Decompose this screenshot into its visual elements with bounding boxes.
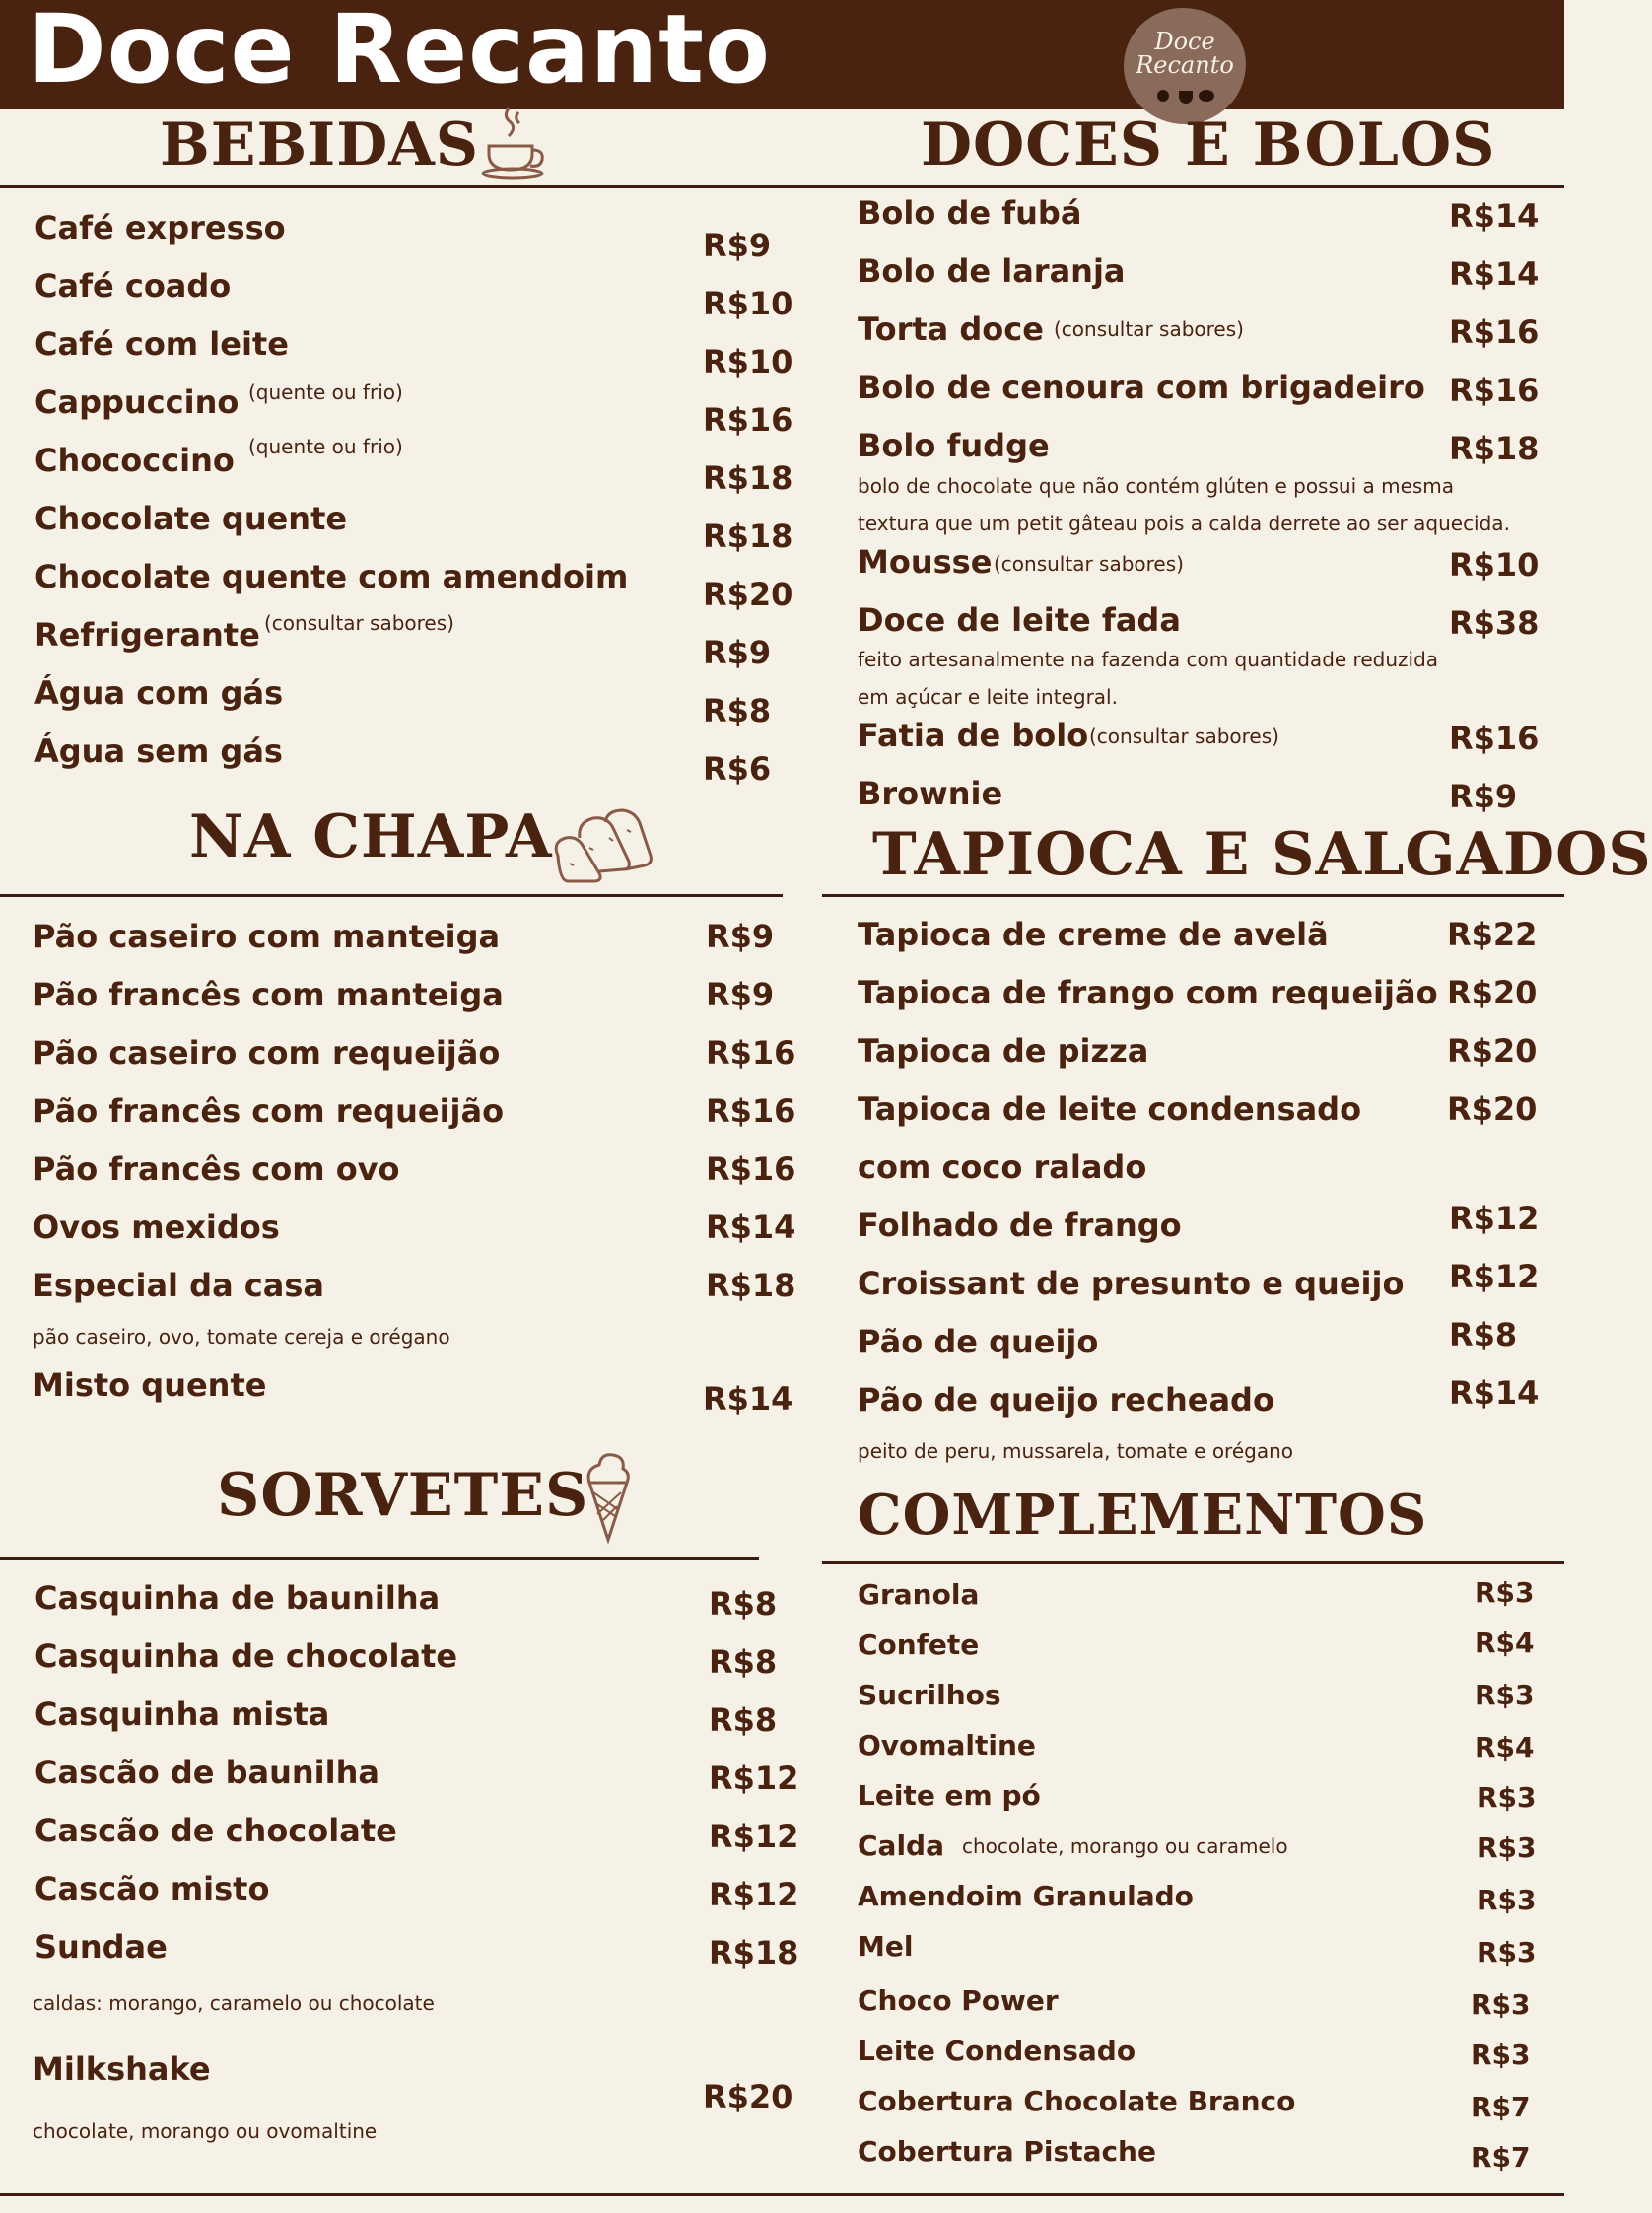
menu-item-price: R$9 (706, 918, 775, 955)
menu-item-note: (consultar sabores) (264, 611, 454, 635)
menu-item-name: Pão de queijo (858, 1323, 1099, 1360)
coffee-cup-icon (481, 103, 550, 181)
complement-name: Cobertura Pistache (858, 2135, 1156, 2168)
tapioca-rule (822, 894, 1564, 897)
menu-item-description: pão caseiro, ovo, tomate cereja e orégano (33, 1325, 450, 1349)
menu-item-price: R$14 (706, 1209, 796, 1246)
menu-item-name: Tapioca de creme de avelã (858, 916, 1329, 953)
menu-item-price: R$6 (703, 750, 772, 788)
complement-price: R$3 (1477, 1936, 1537, 1969)
menu-item-name: Pão caseiro com requeijão (33, 1034, 501, 1072)
menu-item-name: Água sem gás (34, 732, 283, 770)
menu-item-price: R$18 (1449, 430, 1540, 467)
menu-item-price: R$18 (709, 1934, 799, 1971)
menu-item-name: Água com gás (34, 674, 284, 712)
bebidas-title: BEBIDAS (160, 110, 480, 179)
menu-item-price: R$12 (709, 1818, 799, 1855)
complement-name: Granola (858, 1578, 980, 1611)
menu-item-price: R$20 (1447, 1032, 1538, 1070)
menu-item-price: R$16 (703, 401, 793, 439)
menu-item-price: R$16 (1449, 372, 1540, 409)
menu-item-name: Casquinha de chocolate (34, 1637, 458, 1675)
menu-item-description: peito de peru, mussarela, tomate e orégano (858, 1439, 1294, 1463)
complement-price: R$7 (1471, 2091, 1531, 2123)
logo-line-2: Recanto (1136, 51, 1234, 79)
menu-item-name: Especial da casa (33, 1267, 324, 1304)
menu-item-price: R$14 (1449, 255, 1540, 293)
menu-item-name: Doce de leite fada (858, 601, 1181, 639)
menu-item-name: Cascão misto (34, 1870, 270, 1907)
menu-item-name: Pão caseiro com manteiga (33, 918, 501, 955)
menu-item-name: Refrigerante (34, 616, 260, 654)
menu-item-price: R$8 (1449, 1316, 1518, 1353)
menu-item-price: R$20 (1447, 1090, 1538, 1128)
bottom-rule (0, 2193, 1564, 2196)
menu-item-note: (quente ou frio) (248, 435, 403, 458)
menu-item-name: Cappuccino (34, 383, 240, 421)
menu-item-name: Tapioca de leite condensado (858, 1090, 1362, 1128)
menu-item-price: R$18 (703, 518, 793, 555)
complement-price: R$3 (1475, 1576, 1535, 1609)
complement-name: Ovomaltine (858, 1729, 1036, 1762)
menu-item-price: R$16 (706, 1034, 796, 1072)
complement-price: R$4 (1475, 1731, 1535, 1763)
menu-item-name: Chocolate quente (34, 500, 348, 537)
menu-item-price: R$14 (1449, 1374, 1540, 1412)
menu-item-note: (consultar sabores) (994, 552, 1184, 576)
menu-item-price: R$9 (1449, 778, 1518, 815)
complement-name: Cobertura Chocolate Branco (858, 2085, 1296, 2117)
menu-item-price: R$12 (709, 1760, 799, 1797)
menu-item-name: Pão francês com manteiga (33, 976, 504, 1013)
complement-note: chocolate, morango ou caramelo (962, 1834, 1288, 1858)
sorvetes-title: SORVETES (217, 1461, 589, 1530)
menu-item-price: R$8 (703, 692, 772, 729)
logo-line-1: Doce (1154, 28, 1215, 55)
menu-item-note: (consultar sabores) (1089, 725, 1279, 748)
menu-item-name: Cascão de baunilha (34, 1754, 379, 1791)
sorvetes-rule (0, 1557, 759, 1560)
menu-item-price: R$10 (1449, 546, 1540, 584)
complementos-title: COMPLEMENTOS (858, 1483, 1428, 1548)
menu-item-name: Chocolate quente com amendoim (34, 558, 629, 595)
brand-title: Doce Recanto (28, 0, 771, 104)
header-bar (0, 0, 1564, 109)
menu-item-description: feito artesanalmente na fazenda com quantidade reduzida (858, 648, 1439, 671)
menu-item-price: R$10 (703, 343, 793, 380)
na-chapa-title: NA CHAPA (189, 802, 553, 871)
logo-cups-icon (1153, 87, 1216, 103)
menu-item-name: Misto quente (33, 1366, 267, 1404)
complement-price: R$3 (1477, 1781, 1537, 1814)
brand-logo (1124, 8, 1246, 124)
menu-item-price: R$12 (709, 1876, 799, 1913)
doces-rule (818, 185, 1564, 188)
menu-item-name: Pão francês com ovo (33, 1150, 400, 1188)
complement-price: R$4 (1475, 1626, 1535, 1659)
menu-item-price: R$18 (703, 459, 793, 497)
menu-item-name: Ovos mexidos (33, 1209, 280, 1246)
menu-item-name: Pão francês com requeijão (33, 1092, 505, 1130)
menu-item-name: Bolo fudge (858, 427, 1050, 464)
menu-item-price: R$8 (709, 1643, 778, 1681)
menu-item-name: Milkshake (33, 2050, 211, 2088)
menu-item-name: Café expresso (34, 209, 286, 246)
menu-item-price: R$8 (709, 1585, 778, 1623)
complementos-rule (822, 1561, 1564, 1564)
complement-name: Calda (858, 1830, 944, 1862)
menu-item-price: R$16 (1449, 313, 1540, 351)
menu-item-name: Casquinha de baunilha (34, 1579, 441, 1617)
menu-item-price: R$16 (1449, 720, 1540, 757)
menu-item-name: Casquinha mista (34, 1695, 330, 1733)
complement-price: R$3 (1475, 1679, 1535, 1711)
menu-item-price: R$12 (1449, 1200, 1540, 1237)
complement-name: Leite Condensado (858, 2035, 1136, 2067)
menu-item-price: R$20 (703, 576, 793, 613)
na-chapa-rule (0, 894, 783, 897)
doces-title: DOCES E BOLOS (921, 110, 1496, 179)
menu-item-description: textura que um petit gâteau pois a calda derrete ao ser aquecida. (858, 512, 1510, 535)
complement-name: Confete (858, 1628, 980, 1661)
menu-item-name: Café coado (34, 267, 232, 305)
menu-item-note: (quente ou frio) (248, 380, 403, 404)
menu-item-price: R$38 (1449, 604, 1540, 642)
menu-item-price: R$9 (703, 227, 772, 264)
menu-item-name: Tapioca de pizza (858, 1032, 1149, 1070)
complement-name: Leite em pó (858, 1779, 1041, 1812)
menu-item-description: bolo de chocolate que não contém glúten e possui a mesma (858, 474, 1455, 498)
menu-item-price: R$12 (1449, 1258, 1540, 1295)
menu-item-price: R$14 (703, 1380, 793, 1418)
ice-cream-cone-icon (584, 1449, 631, 1544)
menu-item-name: Torta doce (858, 311, 1044, 348)
menu-item-name: Chococcino (34, 442, 235, 479)
menu-item-note: (consultar sabores) (1054, 317, 1244, 341)
tapioca-title: TAPIOCA E SALGADOS (872, 820, 1652, 889)
complement-price: R$7 (1471, 2141, 1531, 2174)
menu-item-price: R$9 (706, 976, 775, 1013)
menu-item-name: Cascão de chocolate (34, 1812, 397, 1849)
complement-price: R$3 (1477, 1884, 1537, 1916)
menu-item-price: R$20 (1447, 974, 1538, 1011)
menu-item-name: Bolo de cenoura com brigadeiro (858, 369, 1425, 406)
menu-item-name: Mousse (858, 543, 993, 581)
menu-item-description: chocolate, morango ou ovomaltine (33, 2119, 378, 2143)
complement-name: Choco Power (858, 1984, 1059, 2017)
menu-item-price: R$16 (706, 1092, 796, 1130)
menu-item-price: R$18 (706, 1267, 796, 1304)
complement-price: R$3 (1471, 1988, 1531, 2021)
menu-item-description: em açúcar e leite integral. (858, 685, 1118, 709)
menu-item-name: Brownie (858, 775, 1003, 812)
menu-item-name: Café com leite (34, 325, 289, 363)
menu-item-name: Sundae (34, 1928, 168, 1966)
menu-item-name: Fatia de bolo (858, 717, 1089, 754)
complement-price: R$3 (1477, 1832, 1537, 1864)
menu-item-price: R$10 (703, 285, 793, 322)
bread-slices-icon (550, 808, 658, 883)
menu-item-price: R$22 (1447, 916, 1538, 953)
menu-item-name: Pão de queijo recheado (858, 1381, 1274, 1418)
menu-item-name: Bolo de laranja (858, 252, 1126, 290)
menu-item-price: R$14 (1449, 197, 1540, 235)
complement-name: Amendoim Granulado (858, 1880, 1194, 1912)
menu-item-name: Croissant de presunto e queijo (858, 1265, 1405, 1302)
menu-item-name-continued: com coco ralado (858, 1148, 1147, 1186)
menu-item-name: Tapioca de frango com requeijão (858, 974, 1438, 1011)
bebidas-rule (0, 185, 818, 188)
menu-item-price: R$16 (706, 1150, 796, 1188)
menu-item-price: R$9 (703, 634, 772, 671)
menu-item-name: Bolo de fubá (858, 194, 1082, 232)
menu-item-price: R$20 (703, 2078, 793, 2115)
complement-price: R$3 (1471, 2039, 1531, 2071)
complement-name: Sucrilhos (858, 1679, 1001, 1711)
menu-item-description: caldas: morango, caramelo ou chocolate (33, 1991, 435, 2015)
menu-item-name: Folhado de frango (858, 1207, 1182, 1244)
complement-name: Mel (858, 1930, 914, 1963)
menu-item-price: R$8 (709, 1701, 778, 1739)
